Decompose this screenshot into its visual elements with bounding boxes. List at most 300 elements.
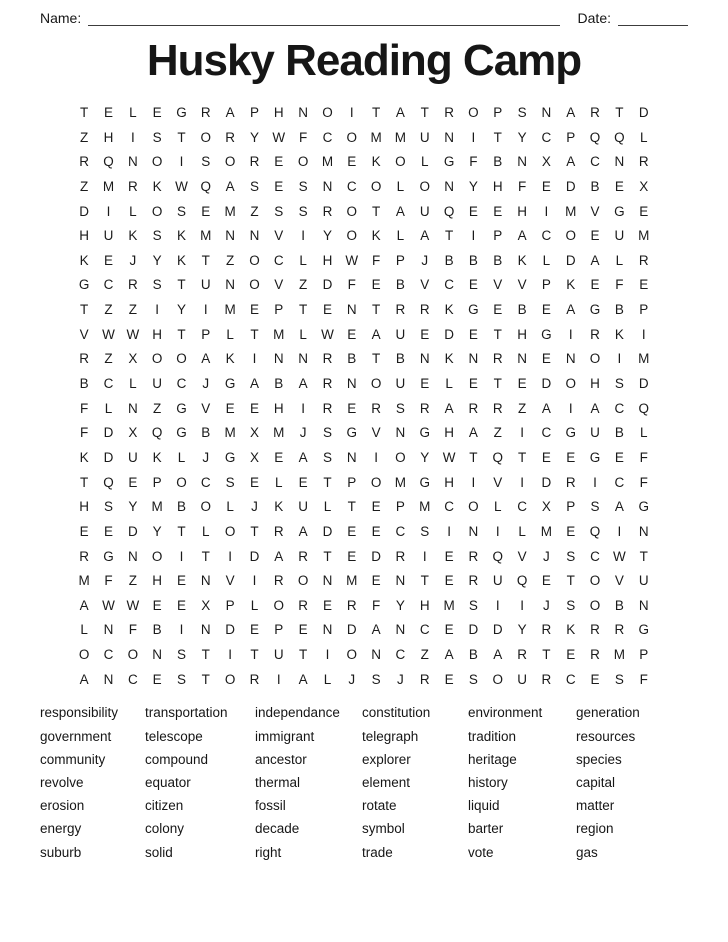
grid-letter: F bbox=[469, 154, 478, 170]
grid-letter: I bbox=[228, 548, 233, 564]
word-list-item: responsibility bbox=[40, 705, 119, 721]
grid-letter: L bbox=[129, 105, 137, 120]
grid-letter: X bbox=[128, 425, 138, 441]
grid-letter: I bbox=[325, 647, 330, 663]
grid-letter: C bbox=[517, 499, 527, 515]
grid-letter: R bbox=[419, 671, 430, 687]
word-list-item: right bbox=[255, 844, 282, 860]
grid-letter: T bbox=[371, 203, 381, 219]
grid-letter: O bbox=[370, 474, 382, 490]
grid-letter: D bbox=[322, 277, 333, 293]
grid-letter: C bbox=[419, 622, 430, 638]
grid-letter: E bbox=[444, 548, 454, 564]
grid-letter: E bbox=[639, 277, 649, 293]
grid-letter: F bbox=[615, 277, 624, 293]
grid-letter: Z bbox=[226, 252, 235, 268]
grid-letter: E bbox=[590, 277, 600, 293]
grid-row bbox=[72, 668, 656, 693]
grid-letter: I bbox=[617, 523, 622, 539]
word-list-item: gas bbox=[576, 844, 598, 860]
grid-letter: D bbox=[103, 449, 114, 465]
grid-letter: U bbox=[614, 228, 625, 244]
grid-letter: F bbox=[104, 573, 113, 589]
grid-letter: O bbox=[565, 376, 576, 392]
grid-letter: C bbox=[614, 474, 625, 490]
grid-letter: H bbox=[590, 376, 600, 392]
grid-letter: C bbox=[590, 548, 600, 564]
grid-letter: W bbox=[175, 178, 188, 194]
grid-letter: T bbox=[444, 228, 454, 244]
grid-letter: W bbox=[321, 326, 334, 342]
grid-letter: P bbox=[274, 302, 284, 318]
word-list-item: capital bbox=[576, 774, 616, 790]
grid-letter: K bbox=[566, 622, 576, 638]
grid-letter: V bbox=[493, 277, 503, 293]
grid-letter: I bbox=[106, 203, 111, 219]
grid-letter: K bbox=[152, 178, 162, 194]
grid-letter: E bbox=[444, 573, 454, 589]
grid-letter: E bbox=[79, 523, 89, 539]
grid-letter: P bbox=[225, 597, 235, 613]
grid-letter: A bbox=[225, 105, 235, 120]
date-label: Date: bbox=[577, 10, 611, 26]
grid-letter: A bbox=[79, 597, 89, 613]
grid-letter: T bbox=[517, 449, 527, 465]
grid-letter: T bbox=[80, 302, 89, 318]
grid-letter: C bbox=[444, 277, 454, 293]
word-list-item: trade bbox=[362, 844, 393, 860]
grid-letter: O bbox=[370, 178, 382, 194]
grid-letter: L bbox=[421, 154, 429, 170]
grid-letter: F bbox=[371, 597, 381, 613]
grid-letter: U bbox=[517, 671, 527, 687]
grid-letter: K bbox=[371, 228, 381, 244]
grid-letter: E bbox=[468, 376, 478, 392]
grid-letter: C bbox=[176, 376, 187, 392]
word-list-item: tradition bbox=[468, 728, 517, 744]
grid-letter: U bbox=[200, 277, 211, 293]
grid-letter: G bbox=[224, 376, 236, 392]
grid-letter: T bbox=[201, 548, 210, 564]
grid-letter: S bbox=[298, 203, 308, 219]
grid-letter: K bbox=[176, 252, 186, 268]
grid-letter: U bbox=[590, 425, 600, 441]
grid-letter: F bbox=[298, 129, 308, 145]
grid-letter: W bbox=[345, 252, 359, 268]
grid-row bbox=[72, 372, 656, 397]
word-list-item: resources bbox=[576, 728, 636, 744]
grid-letter: Z bbox=[104, 302, 113, 318]
grid-letter: F bbox=[517, 178, 527, 194]
grid-letter: L bbox=[323, 499, 332, 515]
grid-letter: M bbox=[273, 425, 285, 441]
grid-letter: E bbox=[322, 302, 332, 318]
grid-letter: A bbox=[371, 326, 381, 342]
grid-letter: O bbox=[370, 376, 382, 392]
grid-letter: V bbox=[79, 326, 89, 342]
grid-letter: R bbox=[346, 597, 357, 613]
grid-letter: S bbox=[371, 671, 381, 687]
grid-letter: D bbox=[565, 252, 576, 268]
grid-letter: O bbox=[176, 351, 187, 367]
grid-letter: R bbox=[468, 400, 479, 416]
grid-letter: E bbox=[152, 105, 162, 120]
grid-letter: N bbox=[468, 351, 479, 367]
grid-letter: N bbox=[200, 622, 211, 638]
grid-letter: H bbox=[444, 474, 454, 490]
grid-letter: U bbox=[419, 203, 430, 219]
grid-letter: E bbox=[176, 573, 186, 589]
word-list-item: heritage bbox=[468, 751, 517, 767]
grid-row bbox=[72, 643, 656, 668]
grid-letter: L bbox=[104, 400, 113, 416]
grid-letter: R bbox=[541, 671, 552, 687]
grid-letter: K bbox=[152, 449, 162, 465]
word-list-item: generation bbox=[576, 705, 640, 721]
grid-letter: Y bbox=[517, 622, 527, 638]
grid-letter: T bbox=[493, 326, 502, 342]
word-list-item: species bbox=[576, 751, 622, 767]
grid-letter: V bbox=[274, 277, 284, 293]
grid-letter: S bbox=[176, 647, 186, 663]
grid-letter: I bbox=[520, 474, 524, 490]
grid-letter: S bbox=[225, 474, 235, 490]
grid-letter: N bbox=[444, 129, 454, 145]
grid-row bbox=[72, 298, 656, 323]
grid-letter: S bbox=[103, 499, 113, 515]
word-list-item: environment bbox=[468, 705, 543, 721]
grid-letter: S bbox=[468, 671, 478, 687]
grid-letter: Y bbox=[249, 129, 259, 145]
grid-letter: T bbox=[177, 277, 186, 293]
grid-letter: W bbox=[126, 326, 140, 342]
grid-letter: T bbox=[80, 105, 89, 120]
grid-letter: H bbox=[103, 129, 114, 145]
date-blank-line bbox=[618, 10, 688, 26]
grid-letter: A bbox=[298, 671, 308, 687]
grid-letter: R bbox=[638, 252, 649, 268]
word-search-grid bbox=[72, 101, 656, 692]
grid-letter: G bbox=[346, 425, 358, 441]
grid-letter: I bbox=[641, 326, 646, 342]
grid-letter: A bbox=[468, 425, 478, 441]
grid-letter: M bbox=[224, 302, 236, 318]
grid-letter: Q bbox=[443, 203, 455, 219]
grid-letter: P bbox=[395, 252, 405, 268]
header bbox=[0, 0, 728, 26]
grid-letter: P bbox=[541, 277, 551, 293]
grid-letter: M bbox=[638, 228, 650, 244]
grid-letter: E bbox=[541, 351, 551, 367]
grid-letter: I bbox=[593, 474, 597, 490]
grid-letter: X bbox=[249, 425, 259, 441]
grid-letter: C bbox=[541, 228, 552, 244]
grid-letter: E bbox=[590, 671, 600, 687]
grid-letter: D bbox=[249, 548, 260, 564]
grid-letter: O bbox=[78, 647, 90, 663]
grid-letter: E bbox=[347, 154, 357, 170]
grid-letter: E bbox=[493, 302, 503, 318]
grid-letter: V bbox=[590, 203, 600, 219]
grid-letter: T bbox=[250, 523, 259, 539]
grid-letter: D bbox=[492, 622, 503, 638]
grid-letter: D bbox=[79, 203, 90, 219]
word-list-item: transportation bbox=[145, 705, 228, 721]
grid-letter: M bbox=[394, 129, 407, 145]
grid-letter: I bbox=[179, 622, 184, 638]
grid-letter: S bbox=[176, 203, 186, 219]
grid-letter: I bbox=[471, 474, 476, 490]
grid-letter: B bbox=[614, 597, 624, 613]
grid-letter: R bbox=[419, 400, 430, 416]
grid-letter: O bbox=[249, 252, 260, 268]
grid-letter: G bbox=[103, 548, 114, 564]
grid-letter: S bbox=[566, 548, 576, 564]
grid-letter: E bbox=[152, 671, 162, 687]
grid-letter: V bbox=[420, 277, 430, 293]
grid-letter: Q bbox=[614, 129, 625, 145]
grid-letter: R bbox=[395, 302, 406, 318]
grid-letter: F bbox=[80, 425, 89, 441]
word-list-item: compound bbox=[145, 751, 209, 767]
grid-letter: Z bbox=[298, 277, 308, 293]
grid-letter: M bbox=[321, 154, 334, 170]
grid-letter: R bbox=[200, 105, 211, 120]
grid-letter: K bbox=[225, 351, 235, 367]
grid-letter: D bbox=[371, 548, 381, 564]
grid-letter: R bbox=[273, 573, 284, 589]
grid-letter: H bbox=[444, 425, 454, 441]
grid-letter: S bbox=[152, 129, 162, 145]
grid-letter: Y bbox=[468, 178, 478, 194]
grid-letter: W bbox=[102, 326, 115, 342]
grid-letter: M bbox=[102, 178, 115, 194]
grid-letter: A bbox=[79, 671, 89, 687]
grid-letter: A bbox=[444, 647, 454, 663]
grid-letter: L bbox=[80, 622, 88, 638]
grid-row bbox=[72, 421, 656, 446]
grid-letter: L bbox=[615, 252, 624, 268]
grid-letter: R bbox=[127, 178, 138, 194]
grid-letter: E bbox=[420, 326, 430, 342]
word-list-item: immigrant bbox=[255, 728, 315, 744]
grid-letter: Z bbox=[493, 425, 502, 441]
grid-letter: D bbox=[346, 622, 357, 638]
grid-letter: M bbox=[565, 203, 577, 219]
grid-letter: O bbox=[346, 228, 358, 244]
grid-letter: U bbox=[395, 376, 406, 392]
grid-letter: K bbox=[371, 154, 381, 170]
grid-letter: H bbox=[419, 597, 430, 613]
grid-letter: Q bbox=[103, 474, 114, 490]
grid-letter: T bbox=[250, 647, 259, 663]
grid-letter: N bbox=[468, 523, 479, 539]
grid-letter: T bbox=[566, 573, 575, 589]
grid-letter: V bbox=[225, 573, 235, 589]
grid-letter: N bbox=[103, 622, 114, 638]
grid-letter: S bbox=[614, 671, 624, 687]
grid-letter: K bbox=[614, 326, 624, 342]
word-list-item: decade bbox=[255, 821, 300, 837]
grid-letter: B bbox=[468, 252, 478, 268]
grid-letter: R bbox=[590, 326, 600, 342]
grid-letter: T bbox=[639, 548, 648, 564]
grid-letter: D bbox=[225, 622, 235, 638]
grid-letter: C bbox=[127, 671, 138, 687]
grid-letter: A bbox=[444, 400, 454, 416]
grid-letter: Z bbox=[153, 400, 162, 416]
grid-letter: O bbox=[297, 154, 309, 170]
grid-letter: T bbox=[201, 647, 210, 663]
grid-letter: V bbox=[614, 573, 624, 589]
grid-letter: L bbox=[202, 523, 210, 539]
grid-letter: A bbox=[493, 647, 503, 663]
grid-letter: N bbox=[395, 573, 406, 589]
grid-letter: A bbox=[590, 400, 600, 416]
grid-letter: O bbox=[395, 154, 406, 170]
grid-letter: T bbox=[347, 499, 356, 515]
grid-letter: P bbox=[274, 622, 284, 638]
grid-letter: R bbox=[322, 351, 333, 367]
grid-letter: Q bbox=[103, 154, 114, 170]
grid-letter: A bbox=[298, 376, 308, 392]
grid-letter: R bbox=[541, 622, 552, 638]
grid-letter: T bbox=[177, 129, 186, 145]
grid-letter: G bbox=[565, 425, 576, 441]
grid-letter: L bbox=[250, 597, 259, 613]
grid-letter: O bbox=[468, 499, 479, 515]
grid-letter: P bbox=[152, 474, 162, 490]
grid-letter: N bbox=[225, 228, 235, 244]
grid-letter: O bbox=[151, 351, 163, 367]
grid-letter: M bbox=[443, 597, 455, 613]
grid-letter: M bbox=[346, 573, 358, 589]
grid-letter: L bbox=[639, 425, 648, 441]
word-list-item: energy bbox=[40, 821, 82, 837]
grid-letter: V bbox=[517, 277, 527, 293]
grid-letter: S bbox=[395, 400, 405, 416]
grid-letter: O bbox=[419, 178, 431, 194]
grid-letter: X bbox=[201, 597, 211, 613]
word-list-item: citizen bbox=[145, 798, 184, 814]
grid-letter: E bbox=[371, 277, 381, 293]
grid-letter: I bbox=[374, 449, 378, 465]
grid-letter: E bbox=[541, 449, 551, 465]
grid-letter: J bbox=[543, 597, 550, 613]
grid-letter: S bbox=[468, 597, 478, 613]
grid-letter: U bbox=[395, 326, 406, 342]
grid-letter: E bbox=[225, 400, 235, 416]
grid-letter: O bbox=[565, 228, 576, 244]
grid-letter: O bbox=[176, 474, 187, 490]
grid-letter: B bbox=[152, 622, 162, 638]
grid-row bbox=[72, 545, 656, 570]
grid-letter: O bbox=[151, 154, 163, 170]
grid-letter: S bbox=[517, 105, 527, 120]
grid-letter: A bbox=[395, 105, 405, 120]
grid-letter: N bbox=[346, 376, 357, 392]
grid-letter: G bbox=[443, 154, 455, 170]
grid-letter: O bbox=[151, 548, 163, 564]
grid-letter: A bbox=[566, 105, 576, 120]
grid-letter: S bbox=[420, 523, 430, 539]
grid-letter: G bbox=[589, 302, 601, 318]
grid-row bbox=[72, 446, 656, 471]
grid-letter: T bbox=[542, 647, 551, 663]
grid-letter: R bbox=[468, 573, 479, 589]
grid-letter: L bbox=[445, 376, 453, 392]
grid-letter: N bbox=[395, 622, 406, 638]
grid-letter: R bbox=[419, 302, 430, 318]
grid-letter: I bbox=[179, 154, 184, 170]
grid-letter: R bbox=[225, 129, 235, 145]
grid-letter: R bbox=[322, 203, 333, 219]
word-list-item: independance bbox=[255, 705, 340, 721]
grid-letter: D bbox=[541, 376, 552, 392]
grid-letter: L bbox=[299, 326, 307, 342]
grid-row bbox=[72, 594, 656, 619]
grid-letter: Z bbox=[128, 302, 137, 318]
grid-letter: U bbox=[638, 573, 649, 589]
grid-letter: N bbox=[419, 351, 430, 367]
word-list-item: government bbox=[40, 728, 112, 744]
grid-letter: E bbox=[128, 474, 138, 490]
grid-letter: I bbox=[568, 400, 573, 416]
grid-letter: I bbox=[520, 597, 524, 613]
grid-letter: S bbox=[274, 203, 284, 219]
word-list-item: telescope bbox=[145, 728, 203, 744]
grid-letter: P bbox=[639, 302, 649, 318]
grid-letter: Q bbox=[638, 400, 649, 416]
grid-letter: T bbox=[371, 351, 381, 367]
grid-letter: R bbox=[127, 277, 138, 293]
grid-letter: N bbox=[200, 573, 211, 589]
grid-letter: E bbox=[103, 252, 113, 268]
word-list-item: constitution bbox=[362, 705, 431, 721]
grid-letter: H bbox=[152, 573, 163, 589]
grid-letter: I bbox=[422, 548, 427, 564]
grid-letter: E bbox=[347, 400, 357, 416]
grid-letter: L bbox=[396, 228, 405, 244]
grid-letter: E bbox=[614, 178, 624, 194]
grid-letter: C bbox=[590, 154, 600, 170]
word-list-item: community bbox=[40, 751, 106, 767]
grid-letter: D bbox=[565, 178, 576, 194]
grid-letter: R bbox=[590, 622, 600, 638]
grid-letter: J bbox=[421, 252, 429, 268]
grid-letter: M bbox=[78, 573, 90, 589]
grid-letter: E bbox=[468, 326, 478, 342]
grid-letter: T bbox=[420, 573, 429, 589]
grid-row bbox=[72, 618, 656, 643]
grid-letter: R bbox=[517, 647, 527, 663]
word-list-column bbox=[362, 701, 468, 863]
grid-letter: Y bbox=[152, 252, 162, 268]
grid-letter: G bbox=[419, 425, 431, 441]
grid-letter: W bbox=[126, 597, 140, 613]
grid-letter: K bbox=[274, 499, 284, 515]
grid-letter: M bbox=[370, 129, 382, 145]
grid-letter: K bbox=[79, 449, 89, 465]
grid-letter: A bbox=[249, 376, 259, 392]
grid-letter: E bbox=[420, 376, 430, 392]
grid-letter: W bbox=[613, 548, 626, 564]
word-list-item: thermal bbox=[255, 774, 301, 790]
grid-letter: G bbox=[638, 622, 649, 638]
grid-letter: F bbox=[639, 671, 648, 687]
grid-letter: L bbox=[226, 326, 234, 342]
grid-row bbox=[72, 323, 656, 348]
